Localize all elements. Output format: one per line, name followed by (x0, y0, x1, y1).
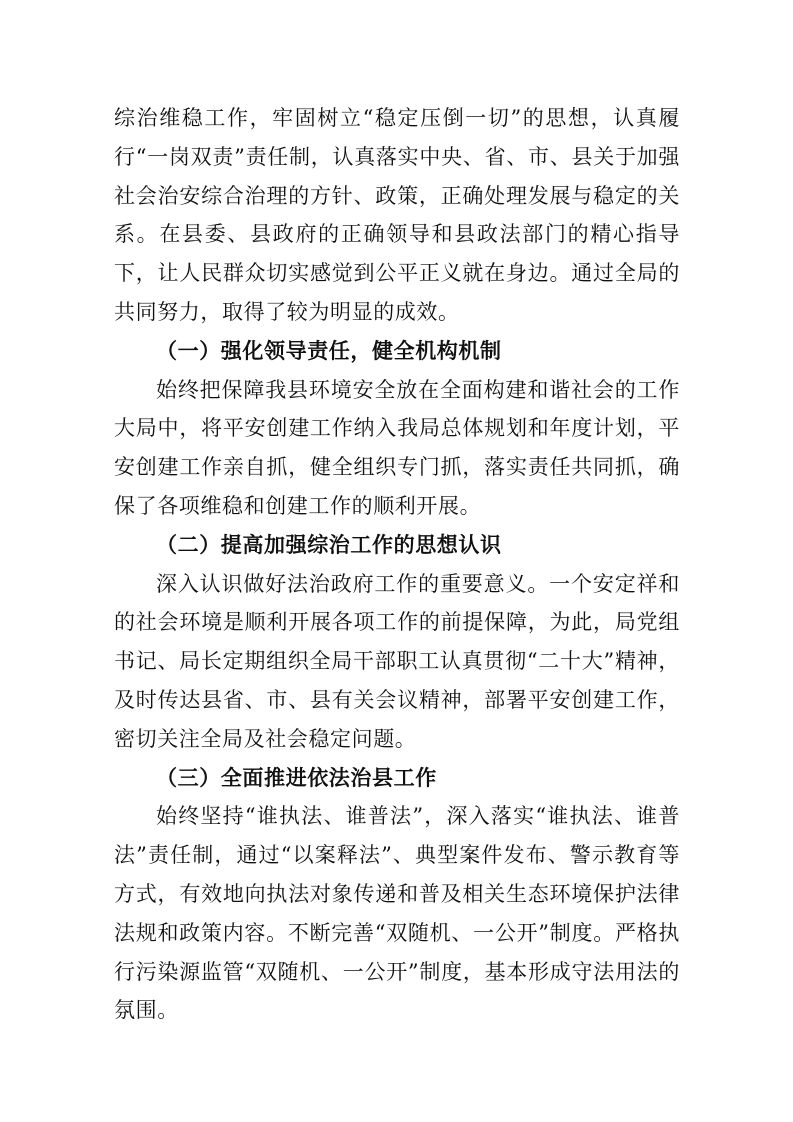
section-3-paragraph: 始终坚持“谁执法、谁普法”，深入落实“谁执法、谁普法”责任制，通过“以案释法”、典型案件发布、警示教育等方式，有效地向执法对象传递和普及相关生态环境保护法律法规和政策内容。不断完善“双随机、一公开”制度。严格执行污染源监管“双随机、一公开”制度，基本形成守法用法的氛围。 (114, 804, 680, 1023)
document-body (114, 99, 680, 1030)
section-1-paragraph: 始终把保障我县环境安全放在全面构建和谐社会的工作大局中，将平安创建工作纳入我局总体规划和年度计划，平安创建工作亲自抓，健全组织专门抓，落实责任共同抓，确保了各项维稳和创建工作的顺利开展。 (114, 377, 680, 518)
section-1-heading: （一）强化领导责任，健全机构机制 (156, 338, 502, 363)
section-3-heading: （三）全面推进依法治县工作 (156, 765, 437, 790)
intro-paragraph: 综治维稳工作，牢固树立“稳定压倒一切”的思想，认真履行“一岗双责”责任制，认真落实中央、省、市、县关于加强社会治安综合治理的方针、政策，正确处理发展与稳定的关系。在县委、县政府的正确领导和县政法部门的精心指导下，让人民群众切实感觉到公平正义就在身边。通过全局的共同努力，取得了较为明显的成效。 (114, 106, 680, 324)
section-2-heading: （二）提高加强综治工作的思想认识 (156, 532, 502, 557)
section-2-paragraph: 深入认识做好法治政府工作的重要意义。一个安定祥和的社会环境是顺利开展各项工作的前提保障，为此，局党组书记、局长定期组织全局干部职工认真贯彻“二十大”精神，及时传达县省、市、县有关会议精神，部署平安创建工作，密切关注全局及社会稳定问题。 (114, 571, 680, 751)
